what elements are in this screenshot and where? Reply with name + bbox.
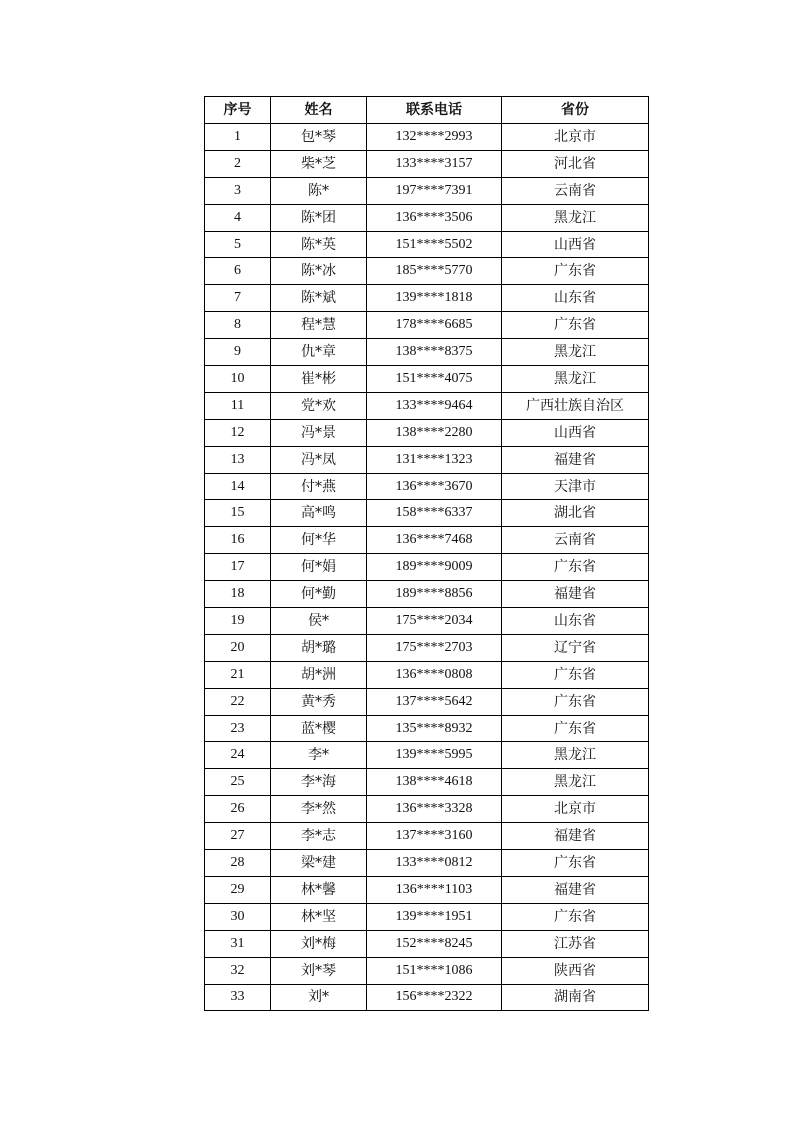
cell-phone: 197****7391 — [367, 177, 502, 204]
cell-name: 黄*秀 — [271, 688, 367, 715]
cell-name: 李*海 — [271, 769, 367, 796]
cell-province: 广东省 — [502, 312, 649, 339]
cell-phone: 152****8245 — [367, 930, 502, 957]
cell-index: 13 — [205, 446, 271, 473]
table-row — [205, 850, 649, 877]
cell-index: 19 — [205, 608, 271, 635]
table-header-row — [205, 97, 649, 124]
cell-index: 23 — [205, 715, 271, 742]
table-row — [205, 876, 649, 903]
cell-index: 20 — [205, 634, 271, 661]
cell-province: 陕西省 — [502, 957, 649, 984]
cell-name: 侯* — [271, 608, 367, 635]
cell-province: 福建省 — [502, 876, 649, 903]
table-row — [205, 903, 649, 930]
cell-phone: 151****1086 — [367, 957, 502, 984]
cell-index: 21 — [205, 661, 271, 688]
cell-phone: 178****6685 — [367, 312, 502, 339]
cell-name: 陈*冰 — [271, 258, 367, 285]
cell-phone: 136****1103 — [367, 876, 502, 903]
cell-name: 胡*璐 — [271, 634, 367, 661]
cell-name: 胡*洲 — [271, 661, 367, 688]
cell-phone: 189****9009 — [367, 554, 502, 581]
table-row — [205, 339, 649, 366]
table-row — [205, 124, 649, 151]
cell-province: 山西省 — [502, 419, 649, 446]
cell-index: 2 — [205, 150, 271, 177]
cell-phone: 131****1323 — [367, 446, 502, 473]
cell-index: 31 — [205, 930, 271, 957]
cell-province: 广东省 — [502, 688, 649, 715]
cell-index: 27 — [205, 823, 271, 850]
cell-phone: 135****8932 — [367, 715, 502, 742]
cell-name: 崔*彬 — [271, 366, 367, 393]
cell-name: 仇*章 — [271, 339, 367, 366]
cell-name: 李* — [271, 742, 367, 769]
table-row — [205, 688, 649, 715]
cell-index: 1 — [205, 124, 271, 151]
cell-index: 18 — [205, 581, 271, 608]
table-row — [205, 796, 649, 823]
cell-province: 广东省 — [502, 850, 649, 877]
cell-province: 湖北省 — [502, 500, 649, 527]
table-row — [205, 446, 649, 473]
cell-name: 陈*斌 — [271, 285, 367, 312]
cell-phone: 158****6337 — [367, 500, 502, 527]
cell-name: 柴*芝 — [271, 150, 367, 177]
cell-index: 24 — [205, 742, 271, 769]
table-body — [205, 124, 649, 1011]
cell-index: 6 — [205, 258, 271, 285]
cell-name: 付*燕 — [271, 473, 367, 500]
cell-name: 刘* — [271, 984, 367, 1011]
cell-name: 陈*英 — [271, 231, 367, 258]
cell-name: 冯*景 — [271, 419, 367, 446]
header-province: 省份 — [502, 97, 649, 124]
cell-name: 冯*凤 — [271, 446, 367, 473]
cell-phone: 136****7468 — [367, 527, 502, 554]
cell-phone: 139****5995 — [367, 742, 502, 769]
cell-name: 高*鸣 — [271, 500, 367, 527]
cell-index: 29 — [205, 876, 271, 903]
cell-name: 包*琴 — [271, 124, 367, 151]
table-row — [205, 661, 649, 688]
cell-index: 12 — [205, 419, 271, 446]
cell-phone: 175****2703 — [367, 634, 502, 661]
cell-province: 山西省 — [502, 231, 649, 258]
cell-name: 何*娟 — [271, 554, 367, 581]
table-row — [205, 634, 649, 661]
table-row — [205, 258, 649, 285]
cell-name: 陈*团 — [271, 204, 367, 231]
cell-name: 何*华 — [271, 527, 367, 554]
cell-phone: 137****3160 — [367, 823, 502, 850]
cell-index: 25 — [205, 769, 271, 796]
cell-phone: 185****5770 — [367, 258, 502, 285]
cell-index: 28 — [205, 850, 271, 877]
table-row — [205, 392, 649, 419]
cell-phone: 151****5502 — [367, 231, 502, 258]
cell-phone: 132****2993 — [367, 124, 502, 151]
cell-province: 江苏省 — [502, 930, 649, 957]
cell-phone: 139****1818 — [367, 285, 502, 312]
cell-name: 党*欢 — [271, 392, 367, 419]
cell-phone: 136****0808 — [367, 661, 502, 688]
cell-province: 山东省 — [502, 285, 649, 312]
cell-province: 福建省 — [502, 581, 649, 608]
cell-phone: 151****4075 — [367, 366, 502, 393]
cell-province: 广东省 — [502, 258, 649, 285]
roster-table — [204, 96, 649, 1011]
cell-index: 3 — [205, 177, 271, 204]
cell-phone: 139****1951 — [367, 903, 502, 930]
table-row — [205, 204, 649, 231]
cell-phone: 136****3670 — [367, 473, 502, 500]
cell-index: 11 — [205, 392, 271, 419]
table-row — [205, 312, 649, 339]
header-phone: 联系电话 — [367, 97, 502, 124]
cell-index: 9 — [205, 339, 271, 366]
cell-name: 蓝*樱 — [271, 715, 367, 742]
cell-index: 14 — [205, 473, 271, 500]
cell-index: 33 — [205, 984, 271, 1011]
table-row — [205, 715, 649, 742]
cell-province: 黑龙江 — [502, 742, 649, 769]
table-row — [205, 581, 649, 608]
cell-province: 辽宁省 — [502, 634, 649, 661]
table-row — [205, 366, 649, 393]
cell-phone: 136****3506 — [367, 204, 502, 231]
table-row — [205, 419, 649, 446]
cell-index: 30 — [205, 903, 271, 930]
cell-index: 17 — [205, 554, 271, 581]
cell-index: 4 — [205, 204, 271, 231]
cell-province: 广东省 — [502, 554, 649, 581]
table-row — [205, 177, 649, 204]
cell-province: 云南省 — [502, 177, 649, 204]
cell-name: 陈* — [271, 177, 367, 204]
cell-province: 北京市 — [502, 124, 649, 151]
cell-phone: 138****4618 — [367, 769, 502, 796]
cell-index: 26 — [205, 796, 271, 823]
table-row — [205, 527, 649, 554]
cell-province: 黑龙江 — [502, 769, 649, 796]
table-row — [205, 285, 649, 312]
cell-name: 程*慧 — [271, 312, 367, 339]
cell-province: 河北省 — [502, 150, 649, 177]
cell-name: 林*馨 — [271, 876, 367, 903]
cell-name: 林*坚 — [271, 903, 367, 930]
cell-name: 李*然 — [271, 796, 367, 823]
cell-phone: 133****9464 — [367, 392, 502, 419]
cell-phone: 156****2322 — [367, 984, 502, 1011]
cell-phone: 138****2280 — [367, 419, 502, 446]
cell-province: 广东省 — [502, 661, 649, 688]
table-row — [205, 150, 649, 177]
cell-index: 15 — [205, 500, 271, 527]
cell-phone: 136****3328 — [367, 796, 502, 823]
table-row — [205, 769, 649, 796]
cell-index: 5 — [205, 231, 271, 258]
table-row — [205, 984, 649, 1011]
cell-index: 16 — [205, 527, 271, 554]
table-row — [205, 957, 649, 984]
cell-phone: 175****2034 — [367, 608, 502, 635]
cell-name: 何*勤 — [271, 581, 367, 608]
cell-province: 湖南省 — [502, 984, 649, 1011]
cell-index: 10 — [205, 366, 271, 393]
cell-province: 福建省 — [502, 823, 649, 850]
cell-province: 黑龙江 — [502, 204, 649, 231]
cell-province: 福建省 — [502, 446, 649, 473]
table-row — [205, 742, 649, 769]
cell-name: 梁*建 — [271, 850, 367, 877]
cell-index: 7 — [205, 285, 271, 312]
table-row — [205, 473, 649, 500]
cell-province: 广东省 — [502, 715, 649, 742]
table-row — [205, 231, 649, 258]
table-row — [205, 930, 649, 957]
cell-index: 8 — [205, 312, 271, 339]
cell-province: 黑龙江 — [502, 366, 649, 393]
cell-name: 李*志 — [271, 823, 367, 850]
cell-province: 广东省 — [502, 903, 649, 930]
cell-province: 北京市 — [502, 796, 649, 823]
cell-phone: 137****5642 — [367, 688, 502, 715]
header-name: 姓名 — [271, 97, 367, 124]
cell-name: 刘*琴 — [271, 957, 367, 984]
cell-province: 广西壮族自治区 — [502, 392, 649, 419]
header-index: 序号 — [205, 97, 271, 124]
cell-phone: 189****8856 — [367, 581, 502, 608]
cell-province: 云南省 — [502, 527, 649, 554]
cell-province: 黑龙江 — [502, 339, 649, 366]
table-row — [205, 823, 649, 850]
cell-index: 32 — [205, 957, 271, 984]
table-row — [205, 500, 649, 527]
cell-index: 22 — [205, 688, 271, 715]
table-row — [205, 554, 649, 581]
cell-phone: 133****3157 — [367, 150, 502, 177]
cell-province: 山东省 — [502, 608, 649, 635]
cell-province: 天津市 — [502, 473, 649, 500]
cell-name: 刘*梅 — [271, 930, 367, 957]
table-row — [205, 608, 649, 635]
cell-phone: 133****0812 — [367, 850, 502, 877]
cell-phone: 138****8375 — [367, 339, 502, 366]
